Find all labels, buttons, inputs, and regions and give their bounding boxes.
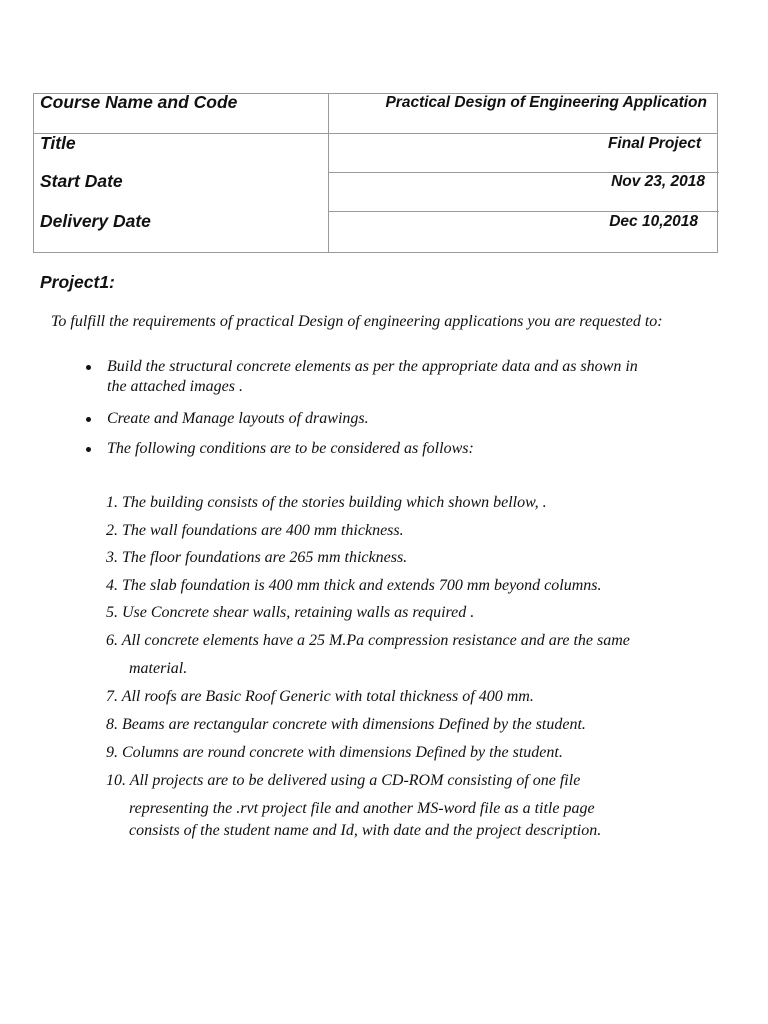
condition-continuation: material. [129,660,188,677]
list-item-text: the attached images . [107,378,243,395]
condition-item: 1. The building consists of the stories building which shown bellow, . [106,494,547,511]
table-row-divider [328,211,719,212]
course-name-value: Practical Design of Engineering Application [385,94,707,111]
title-value: Final Project [607,135,701,152]
list-item-text: The following conditions are to be considered as follows: [107,440,474,457]
title-label: Title [40,133,76,153]
project-heading: Project1: [40,272,115,292]
bullet-icon [86,365,91,370]
delivery-date-value: Dec 10,2018 [609,213,698,230]
condition-item: 9. Columns are round concrete with dimensions Defined by the student. [106,744,563,761]
condition-item: 3. The floor foundations are 265 mm thickness. [106,549,408,566]
condition-item: 4. The slab foundation is 400 mm thick and extends 700 mm beyond columns. [106,577,602,594]
start-date-value: Nov 23, 2018 [611,173,705,190]
condition-continuation: representing the .rvt project file and another MS-word file as a title page [129,800,595,817]
course-name-label: Course Name and Code [40,92,238,112]
project-intro: To fulfill the requirements of practical Design of engineering applications you are requested to: [51,313,663,330]
delivery-date-label: Delivery Date [40,211,151,231]
condition-item: 5. Use Concrete shear walls, retaining walls as required . [106,604,475,621]
condition-item: 2. The wall foundations are 400 mm thickness. [106,522,404,539]
info-table [33,93,718,253]
bullet-icon [86,417,91,422]
condition-continuation: consists of the student name and Id, with date and the project description. [129,822,602,839]
table-column-divider [328,94,329,252]
list-item-text: Create and Manage layouts of drawings. [107,410,369,427]
condition-item: 8. Beams are rectangular concrete with dimensions Defined by the student. [106,716,586,733]
list-item-text: Build the structural concrete elements as per the appropriate data and as shown in [107,358,638,375]
condition-item: 7. All roofs are Basic Roof Generic with total thickness of 400 mm. [106,688,534,705]
table-row-divider [34,133,717,134]
condition-item: 10. All projects are to be delivered using a CD-ROM consisting of one file [106,772,581,789]
condition-item: 6. All concrete elements have a 25 M.Pa compression resistance and are the same [106,632,630,649]
start-date-label: Start Date [40,171,123,191]
bullet-icon [86,447,91,452]
